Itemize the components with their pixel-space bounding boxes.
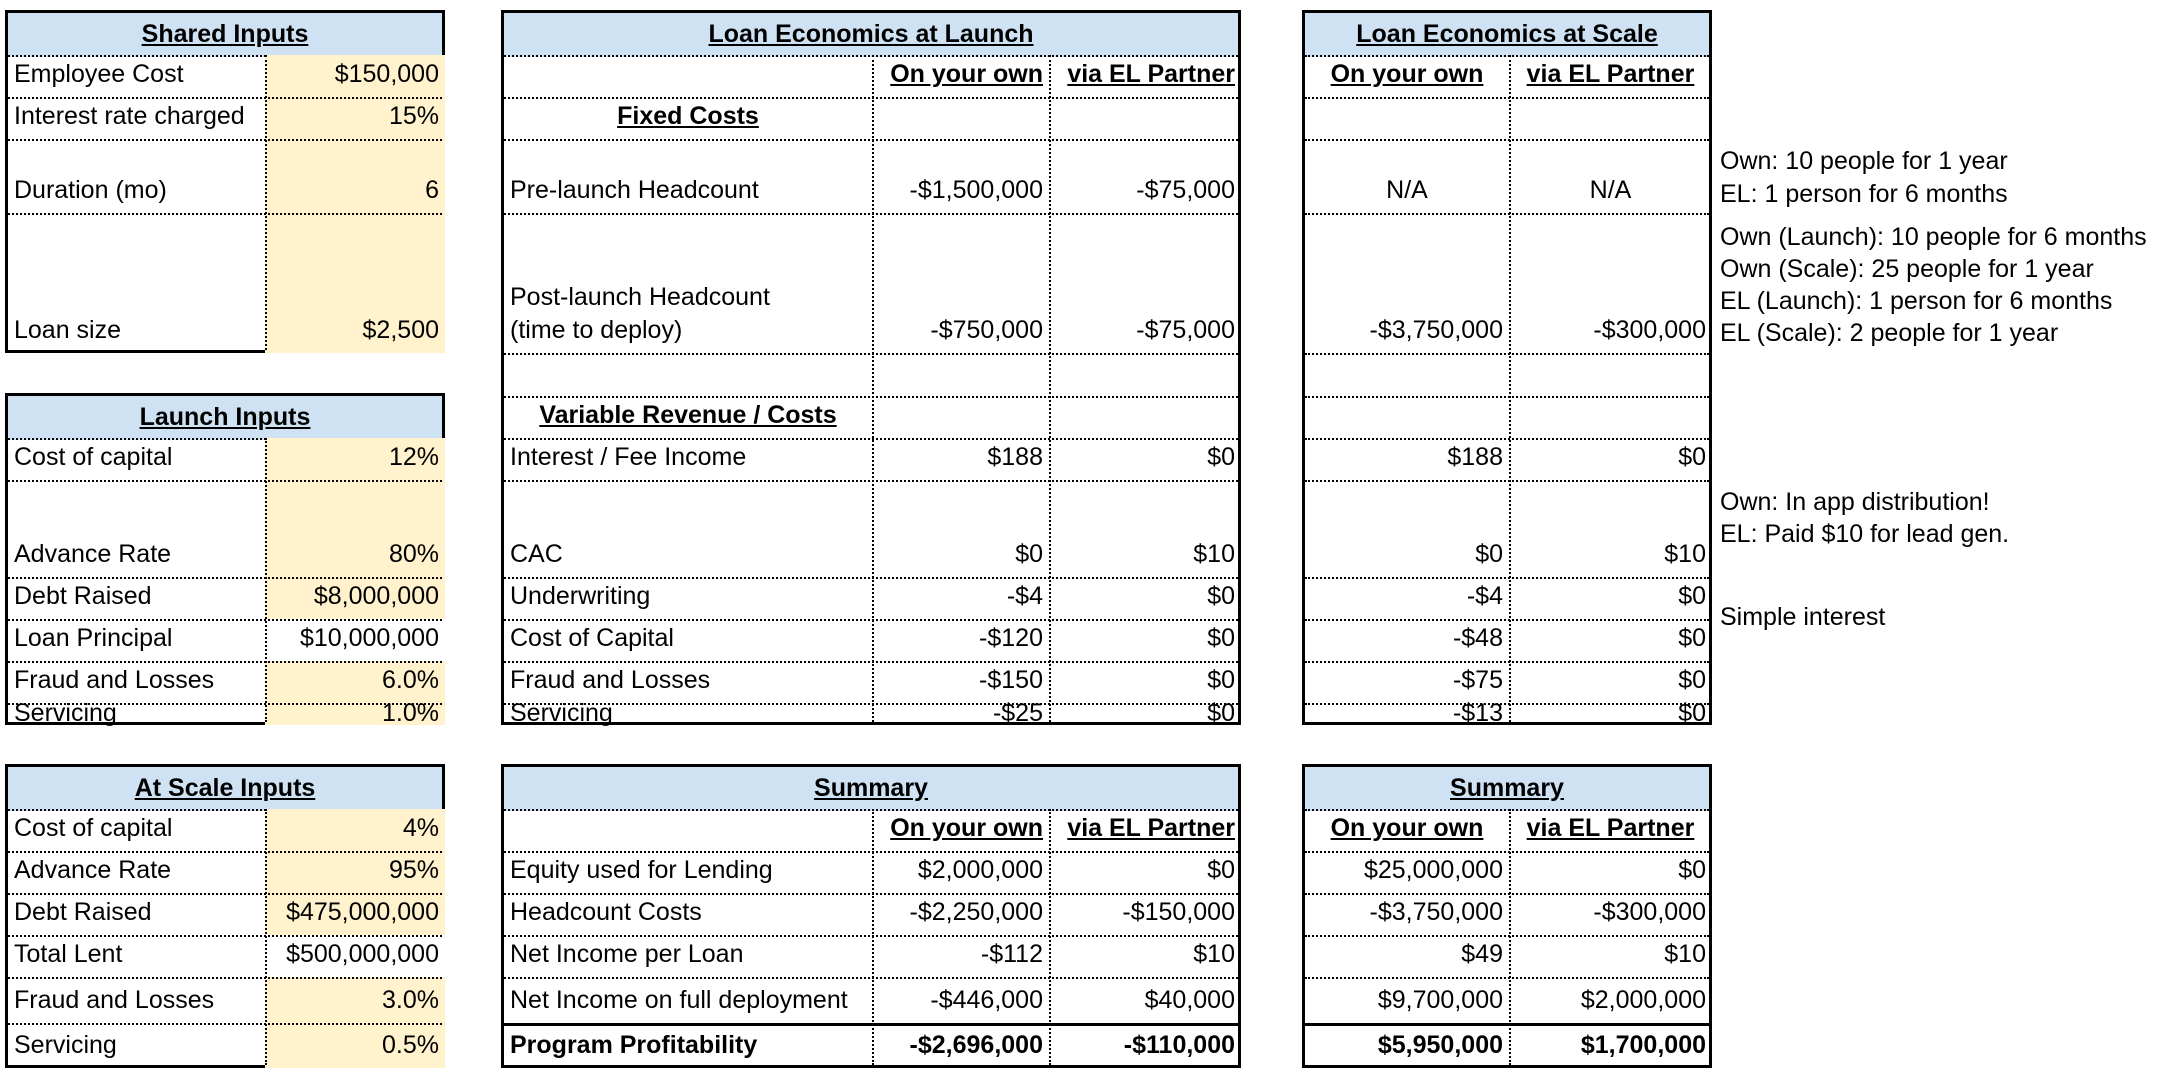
scale-economics-title: Loan Economics at Scale [1305, 13, 1709, 57]
launch-summary-label-net-per-loan: Net Income per Loan [510, 940, 744, 968]
scale-col-el: via EL Partner [1526, 60, 1695, 88]
launch-value-fraud[interactable]: 6.0% [382, 666, 439, 694]
scale-el-servicing: $0 [1678, 699, 1706, 727]
scale-col-own: On your own [1330, 60, 1484, 88]
scale-own-fraud: -$75 [1452, 666, 1503, 694]
launch-own-servicing: -$25 [992, 699, 1043, 727]
scale-summary-col-el: via EL Partner [1526, 814, 1695, 842]
scale-summary-el-profitability: $1,700,000 [1580, 1031, 1706, 1059]
launch-el-servicing: $0 [1207, 699, 1235, 727]
launch-label-postlaunch [504, 213, 872, 353]
note-postlaunch-el-scale: EL (Scale): 2 people for 1 year [1720, 319, 2059, 347]
launch-inputs-table [5, 393, 445, 725]
launch-el-cac: $10 [1193, 540, 1235, 568]
launch-el-postlaunch: -$75,000 [1136, 316, 1235, 344]
shared-value-loan-size[interactable]: $2,500 [362, 316, 439, 344]
launch-label-postlaunch-line2: (time to deploy) [510, 316, 683, 344]
shared-label-interest-rate: Interest rate charged [14, 102, 245, 130]
scale-summary-own-profitability: $5,950,000 [1377, 1031, 1503, 1059]
launch-summary-col-el: via EL Partner [1067, 814, 1235, 842]
scale-el-fraud: $0 [1678, 666, 1706, 694]
scale-own-underwriting: -$4 [1466, 582, 1503, 610]
launch-economics-title: Loan Economics at Launch [504, 13, 1238, 57]
launch-own-underwriting: -$4 [1006, 582, 1043, 610]
launch-label-fraud: Fraud and Losses [14, 666, 215, 694]
shared-value-employee-cost[interactable]: $150,000 [334, 60, 439, 88]
launch-value-debt-raised[interactable]: $8,000,000 [313, 582, 439, 610]
shared-label-duration: Duration (mo) [14, 176, 167, 204]
shared-value-interest-rate[interactable]: 15% [388, 102, 439, 130]
launch-own-prelaunch: -$1,500,000 [909, 176, 1043, 204]
launch-own-cost-of-capital: -$120 [979, 624, 1043, 652]
launch-summary-label-net-full: Net Income on full deployment [510, 986, 848, 1014]
launch-summary-el-net-per-loan: $10 [1193, 940, 1235, 968]
launch-label-underwriting: Underwriting [510, 582, 651, 610]
scale-value-debt-raised[interactable]: $475,000,000 [286, 898, 439, 926]
launch-summary-own-net-full: -$446,000 [930, 986, 1043, 1014]
note-cac-own: Own: In app distribution! [1720, 488, 1990, 516]
note-cost-of-capital: Simple interest [1720, 603, 1886, 631]
shared-inputs-title: Shared Inputs [8, 13, 442, 57]
launch-label-interest-income: Interest / Fee Income [510, 443, 747, 471]
scale-label-advance-rate: Advance Rate [14, 856, 172, 884]
launch-el-underwriting: $0 [1207, 582, 1235, 610]
launch-summary-title: Summary [504, 767, 1238, 811]
scale-own-postlaunch: -$3,750,000 [1369, 316, 1503, 344]
launch-label-prelaunch: Pre-launch Headcount [510, 176, 759, 204]
scale-label-cost-of-capital: Cost of capital [14, 814, 173, 842]
launch-fixed-costs-heading: Fixed Costs [617, 102, 759, 130]
scale-el-prelaunch: N/A [1589, 176, 1632, 204]
scale-summary-title: Summary [1305, 767, 1709, 811]
launch-inputs-title: Launch Inputs [8, 396, 442, 440]
scale-own-servicing: -$13 [1452, 699, 1503, 727]
scale-own-cac: $0 [1475, 540, 1503, 568]
scale-el-underwriting: $0 [1678, 582, 1706, 610]
launch-col-own: On your own [890, 60, 1043, 88]
launch-summary-el-net-full: $40,000 [1144, 986, 1235, 1014]
launch-label-cost-of-capital: Cost of Capital [510, 624, 674, 652]
launch-summary-el-equity: $0 [1207, 856, 1235, 884]
note-prelaunch-own: Own: 10 people for 1 year [1720, 147, 2008, 175]
launch-own-cac: $0 [1015, 540, 1043, 568]
scale-label-debt-raised: Debt Raised [14, 898, 152, 926]
scale-value-cost-of-capital[interactable]: 4% [402, 814, 439, 842]
launch-value-advance-rate[interactable]: 80% [388, 540, 439, 568]
launch-label-advance-rate: Advance Rate [14, 540, 172, 568]
scale-summary-own-headcount: -$3,750,000 [1369, 898, 1503, 926]
launch-el-interest-income: $0 [1207, 443, 1235, 471]
launch-own-interest-income: $188 [987, 443, 1043, 471]
launch-value-loan-principal: $10,000,000 [299, 624, 439, 652]
launch-summary-own-profitability: -$2,696,000 [909, 1031, 1043, 1059]
scale-label-fraud: Fraud and Losses [14, 986, 215, 1014]
shared-value-duration[interactable]: 6 [425, 176, 439, 204]
scale-own-prelaunch: N/A [1386, 176, 1428, 204]
launch-own-postlaunch: -$750,000 [930, 316, 1043, 344]
launch-value-cost-of-capital[interactable]: 12% [388, 443, 439, 471]
launch-summary-el-profitability: -$110,000 [1123, 1031, 1235, 1059]
note-cac-el: EL: Paid $10 for lead gen. [1720, 520, 2010, 548]
launch-summary-label-profitability: Program Profitability [510, 1031, 758, 1059]
launch-summary-label-headcount: Headcount Costs [510, 898, 702, 926]
scale-own-cost-of-capital: -$48 [1452, 624, 1503, 652]
launch-summary-own-headcount: -$2,250,000 [909, 898, 1043, 926]
launch-economics-table [501, 10, 1241, 725]
scale-summary-own-net-full: $9,700,000 [1377, 986, 1503, 1014]
note-postlaunch-own-scale: Own (Scale): 25 people for 1 year [1720, 255, 2094, 283]
scale-summary-el-headcount: -$300,000 [1593, 898, 1706, 926]
scale-value-total-lent: $500,000,000 [286, 940, 439, 968]
launch-own-fraud: -$150 [979, 666, 1043, 694]
launch-label-postlaunch-line1: Post-launch Headcount [510, 283, 770, 311]
launch-summary-table [501, 764, 1241, 1068]
launch-summary-el-headcount: -$150,000 [1122, 898, 1235, 926]
scale-el-cac: $10 [1664, 540, 1706, 568]
shared-inputs-table [5, 10, 445, 353]
launch-summary-label-equity: Equity used for Lending [510, 856, 773, 884]
scale-own-interest-income: $188 [1447, 443, 1503, 471]
launch-el-cost-of-capital: $0 [1207, 624, 1235, 652]
launch-label-servicing: Servicing [510, 699, 613, 727]
note-postlaunch-own-launch: Own (Launch): 10 people for 6 months [1720, 223, 2147, 251]
scale-summary-own-net-per-loan: $49 [1461, 940, 1503, 968]
scale-value-servicing[interactable]: 0.5% [382, 1031, 439, 1059]
launch-variable-heading: Variable Revenue / Costs [539, 401, 837, 429]
launch-label-cost-of-capital: Cost of capital [14, 443, 173, 471]
scale-inputs-table [5, 764, 445, 1068]
launch-summary-col-own: On your own [890, 814, 1043, 842]
launch-value-servicing[interactable]: 1.0% [382, 699, 439, 727]
scale-value-fraud[interactable]: 3.0% [382, 986, 439, 1014]
launch-label-servicing: Servicing [14, 699, 117, 727]
shared-label-loan-size: Loan size [14, 316, 122, 344]
launch-summary-own-equity: $2,000,000 [917, 856, 1043, 884]
scale-economics-table [1302, 10, 1712, 725]
launch-el-prelaunch: -$75,000 [1136, 176, 1235, 204]
scale-summary-el-net-per-loan: $10 [1664, 940, 1706, 968]
scale-summary-col-own: On your own [1330, 814, 1484, 842]
scale-el-cost-of-capital: $0 [1678, 624, 1706, 652]
scale-label-total-lent: Total Lent [14, 940, 123, 968]
note-postlaunch-el-launch: EL (Launch): 1 person for 6 months [1720, 287, 2113, 315]
scale-summary-own-equity: $25,000,000 [1363, 856, 1503, 884]
launch-el-fraud: $0 [1207, 666, 1235, 694]
shared-label-employee-cost: Employee Cost [14, 60, 184, 88]
launch-label-cac: CAC [510, 540, 563, 568]
launch-col-el: via EL Partner [1067, 60, 1235, 88]
launch-label-loan-principal: Loan Principal [14, 624, 173, 652]
scale-el-postlaunch: -$300,000 [1593, 316, 1706, 344]
scale-summary-el-equity: $0 [1678, 856, 1706, 884]
scale-value-advance-rate[interactable]: 95% [388, 856, 439, 884]
launch-label-fraud: Fraud and Losses [510, 666, 711, 694]
scale-summary-table [1302, 764, 1712, 1068]
scale-inputs-title: At Scale Inputs [8, 767, 442, 811]
scale-label-servicing: Servicing [14, 1031, 117, 1059]
launch-summary-own-net-per-loan: -$112 [980, 940, 1043, 968]
scale-summary-el-net-full: $2,000,000 [1580, 986, 1706, 1014]
launch-label-debt-raised: Debt Raised [14, 582, 152, 610]
note-prelaunch-el: EL: 1 person for 6 months [1720, 180, 2008, 208]
scale-el-interest-income: $0 [1678, 443, 1706, 471]
